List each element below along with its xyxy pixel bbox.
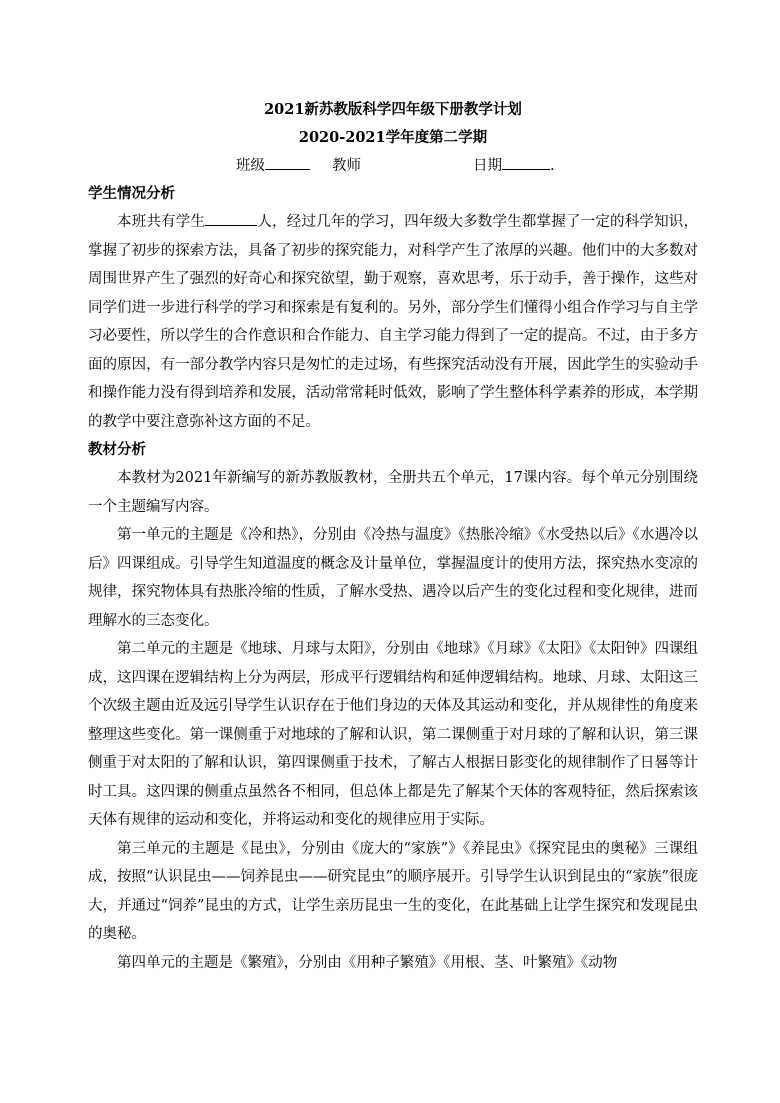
class-field	[236, 152, 310, 180]
date-suffix: .	[550, 158, 555, 174]
student-analysis-text: 人，经过几年的学习，四年级大多数学生都掌握了一定的科学知识，掌握了初步的探索方法，具备了初步的探究能力，对科学产生了浓厚的兴趣。他们中的大多数对周围世界产生了强烈的好奇心和探究欲望，勤于观察，喜欢思考，乐于动手，善于操作，这些对同学们进一步进行科学的学习和探索是有复利的。另外，部分学生们懂得小组合作学习与自主学习必要性，所以学生的合作意识和合作能力、自主学习能力得到了一定的提高。不过，由于多方面的原因，有一部分教学内容只是匆忙的走过场，有些探究活动没有开展，因此学生的实验动手和操作能力没有得到培养和发展，活动常常耗时低效，影响了学生整体科学素养的形成，本学期的教学中要注意弥补这方面的不足。	[88, 214, 699, 430]
textbook-paragraph: 本教材为2021年新编写的新苏教版教材，全册共五个单元，17课内容。每个单元分别围绕一个主题编写内容。	[88, 470, 698, 515]
unit-four-paragraph: 第四单元的主题是《繁殖》，分别由《用种子繁殖》《用根、茎、叶繁殖》《动物	[117, 954, 618, 971]
document-title: 2021新苏教版科学四年级下册教学计划	[264, 101, 522, 118]
student-analysis-paragraph	[88, 208, 698, 436]
date-field	[473, 152, 555, 180]
student-count-blank	[205, 209, 257, 226]
document-page	[88, 96, 698, 977]
teacher-label: 教师	[332, 158, 361, 174]
date-blank	[502, 152, 550, 170]
unit-one-paragraph: 第一单元的主题是《冷和热》，分别由《冷热与温度》《热胀冷缩》《水受热以后》《水遇冷以后》四课组成。引导学生知道温度的概念及计量单位，掌握温度计的使用方法，探究热水变凉的规律，探究物体具有热胀冷缩的性质，了解水受热、遇冷以后产生的变化过程和变化规律，进而理解水的三态变化。	[88, 527, 698, 629]
meta-line	[88, 152, 698, 180]
class-blank	[265, 152, 310, 170]
section-heading-student-analysis: 学生情况分析	[88, 185, 175, 202]
document-subtitle: 2020-2021学年度第二学期	[298, 129, 488, 146]
student-count-prefix: 本班共有学生	[117, 214, 206, 230]
date-label: 日期	[473, 158, 502, 174]
class-label: 班级	[236, 158, 265, 174]
section-heading-textbook-analysis: 教材分析	[88, 441, 146, 458]
unit-two-paragraph: 第二单元的主题是《地球、月球与太阳》，分别由《地球》《月球》《太阳》《太阳钟》四课组成，这四课在逻辑结构上分为两层，形成平行逻辑结构和延伸逻辑结构。地球、月球、太阳这三个次级主题由近及远引导学生认识存在于他们身边的天体及其运动和变化，并从规律性的角度来整理这些变化。第一课侧重于对地球的了解和认识，第二课侧重于对月球的了解和认识，第三课侧重于对太阳的了解和认识，第四课侧重于技术，了解古人根据日影变化的规律制作了日晷等计时工具。这四课的侧重点虽然各不相同，但总体上都是先了解某个天体的客观特征，然后探索该天体有规律的运动和变化，并将运动和变化的规律应用于实际。	[88, 641, 698, 828]
unit-three-paragraph: 第三单元的主题是《昆虫》，分别由《庞大的“家族”》《养昆虫》《探究昆虫的奥秘》三课组成，按照“认识昆虫——饲养昆虫——研究昆虫”的顺序展开。引导学生认识到昆虫的“家族”很庞大，并通过“饲养”昆虫的方式，让学生亲历昆虫一生的变化，在此基础上让学生探究和发现昆虫的奥秘。	[88, 840, 698, 942]
